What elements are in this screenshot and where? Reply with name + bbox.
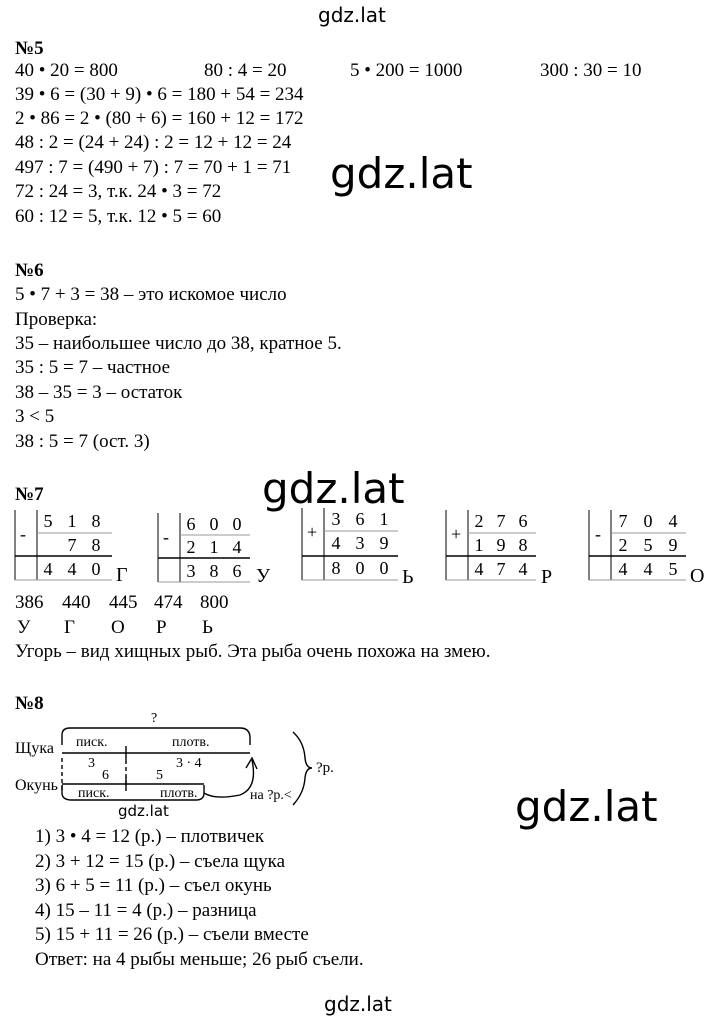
watermark-large-3: gdz.lat — [515, 782, 658, 831]
task5-row1-item: 300 : 30 = 10 — [540, 60, 642, 81]
calc-digit: 1 — [209, 537, 219, 557]
calc-digit: 6 — [518, 511, 528, 531]
calc-digit: 3 — [186, 561, 196, 581]
calc-sign: - — [163, 527, 169, 547]
calc-digit: 5 — [668, 559, 678, 579]
task5-line: 497 : 7 = (490 + 7) : 7 = 70 + 1 = 71 — [15, 157, 292, 178]
calc-digit: 7 — [496, 511, 506, 531]
diagram-total-question: ? — [151, 711, 158, 726]
task8-step: 1) 3 • 4 = 12 (р.) – плотвичек — [35, 826, 265, 847]
task6-line: 5 • 7 + 3 = 38 – это искомое число — [15, 284, 287, 305]
watermark-bottom: gdz.lat — [324, 992, 392, 1016]
calc-digit: 5 — [643, 535, 653, 555]
diagram-pike-seg1: писк. — [76, 735, 108, 750]
calc-digit: 4 — [643, 559, 653, 579]
task6-line: 35 : 5 = 7 – частное — [15, 357, 171, 378]
diagram-pike-val1: 3 — [88, 756, 95, 771]
task8-heading: №8 — [15, 693, 44, 714]
calc-digit: 6 — [186, 514, 196, 534]
task6-heading: №6 — [15, 260, 44, 281]
calc-digit: 3 — [331, 509, 341, 529]
diagram-pike-seg2: плотв. — [172, 735, 210, 750]
calc-digit: 5 — [43, 511, 53, 531]
calc-digit: 4 — [474, 559, 484, 579]
answer-number: 800 — [200, 592, 229, 613]
calc-digit: 1 — [67, 511, 77, 531]
calc-digit: 0 — [379, 558, 389, 578]
calc-digit: 8 — [91, 511, 101, 531]
calc-sign: + — [307, 522, 318, 542]
watermark-large-1: gdz.lat — [330, 149, 473, 198]
answer-letter: О — [111, 617, 125, 638]
calc-digit: 6 — [355, 509, 365, 529]
calc-digit: 7 — [618, 511, 628, 531]
diagram-difference-label: на ?р.< — [250, 788, 292, 803]
calc-digit: 9 — [379, 533, 389, 553]
answer-number: 474 — [154, 592, 183, 613]
answer-letter: Р — [156, 617, 167, 638]
calc-digit: 7 — [496, 559, 506, 579]
task6-line: 38 – 35 = 3 – остаток — [15, 382, 183, 403]
answer-letter: Ь — [202, 617, 213, 638]
task7-conclusion: Угорь – вид хищных рыб. Эта рыба очень похожа на змею. — [15, 641, 491, 662]
calc-letter: О — [690, 565, 705, 587]
calc-digit: 0 — [209, 514, 219, 534]
task8-step: 2) 3 + 12 = 15 (р.) – съела щука — [35, 851, 286, 872]
calc-letter: Г — [116, 564, 128, 586]
task6-line: 38 : 5 = 7 (ост. 3) — [15, 431, 150, 452]
calc-digit: 4 — [232, 537, 242, 557]
task5-line: 48 : 2 = (24 + 24) : 2 = 12 + 12 = 24 — [15, 132, 292, 153]
task8-step: 5) 15 + 11 = 26 (р.) – съели вместе — [35, 924, 309, 945]
diagram-perch-label: Окунь — [15, 777, 58, 794]
calc-digit: 2 — [474, 511, 484, 531]
calc-digit: 1 — [379, 509, 389, 529]
task6-line: Проверка: — [15, 309, 98, 330]
task5-line: 60 : 12 = 5, т.к. 12 • 5 = 60 — [15, 206, 222, 227]
watermark-top: gdz.lat — [318, 3, 386, 27]
answer-number: 445 — [109, 592, 138, 613]
calc-digit: 8 — [331, 558, 341, 578]
task6-line: 35 – наибольшее число до 38, кратное 5. — [15, 333, 342, 354]
calc-digit: 6 — [232, 561, 242, 581]
calc-digit: 0 — [643, 511, 653, 531]
diagram-pike-val2: 3 · 4 — [176, 756, 202, 771]
task5-row1-item: 40 • 20 = 800 — [15, 60, 118, 81]
task5-row1-item: 5 • 200 = 1000 — [350, 60, 463, 81]
task5-line: 39 • 6 = (30 + 9) • 6 = 180 + 54 = 234 — [15, 84, 304, 105]
diagram-pike-label: Щука — [15, 740, 54, 757]
task6-line: 3 < 5 — [15, 406, 55, 427]
answer-letter: У — [17, 617, 31, 638]
answer-number: 440 — [62, 592, 91, 613]
diagram-perch-seg1: писк. — [78, 786, 110, 801]
task5-heading: №5 — [15, 38, 44, 59]
calc-sign: - — [20, 524, 26, 544]
watermark-large-2: gdz.lat — [262, 464, 405, 513]
calc-digit: 1 — [474, 535, 484, 555]
calc-digit: 8 — [91, 535, 101, 555]
task8-answer: Ответ: на 4 рыбы меньше; 26 рыб съели. — [35, 949, 364, 970]
task5-row1-item: 80 : 4 = 20 — [204, 60, 287, 81]
diagram-total-label: ?р. — [316, 760, 334, 776]
calc-digit: 4 — [518, 559, 528, 579]
task5-line: 72 : 24 = 3, т.к. 24 • 3 = 72 — [15, 181, 222, 202]
calc-digit: 7 — [67, 535, 77, 555]
calc-digit: 4 — [618, 559, 628, 579]
calc-digit: 4 — [331, 533, 341, 553]
task8-step: 4) 15 – 11 = 4 (р.) – разница — [35, 900, 257, 921]
calc-digit: 2 — [186, 537, 196, 557]
calc-digit: 8 — [209, 561, 219, 581]
task8-step: 3) 6 + 5 = 11 (р.) – съел окунь — [35, 875, 272, 896]
answer-letter: Г — [64, 617, 75, 638]
calc-sign: + — [451, 524, 462, 544]
task5-line: 2 • 86 = 2 • (80 + 6) = 160 + 12 = 172 — [15, 108, 304, 129]
calc-digit: 4 — [668, 511, 678, 531]
calc-digit: 3 — [355, 533, 365, 553]
calc-digit: 0 — [355, 558, 365, 578]
calc-digit: 4 — [67, 559, 77, 579]
diagram-perch-val2: 5 — [156, 768, 163, 783]
calc-digit: 4 — [43, 559, 53, 579]
calc-digit: 0 — [232, 514, 242, 534]
calc-digit: 2 — [618, 535, 628, 555]
diagram-perch-val1: 6 — [102, 768, 109, 783]
calc-letter: У — [256, 565, 271, 587]
answer-number: 386 — [15, 592, 44, 613]
calc-digit: 8 — [518, 535, 528, 555]
calc-digit: 0 — [91, 559, 101, 579]
calc-letter: Ь — [402, 566, 414, 588]
watermark-diagram: gdz.lat — [118, 802, 169, 820]
calc-digit: 9 — [668, 535, 678, 555]
task7-heading: №7 — [15, 484, 44, 505]
calc-letter: Р — [541, 566, 553, 588]
diagram-perch-seg2: плотв. — [160, 786, 198, 801]
calc-digit: 9 — [496, 535, 506, 555]
calc-sign: - — [595, 524, 601, 544]
